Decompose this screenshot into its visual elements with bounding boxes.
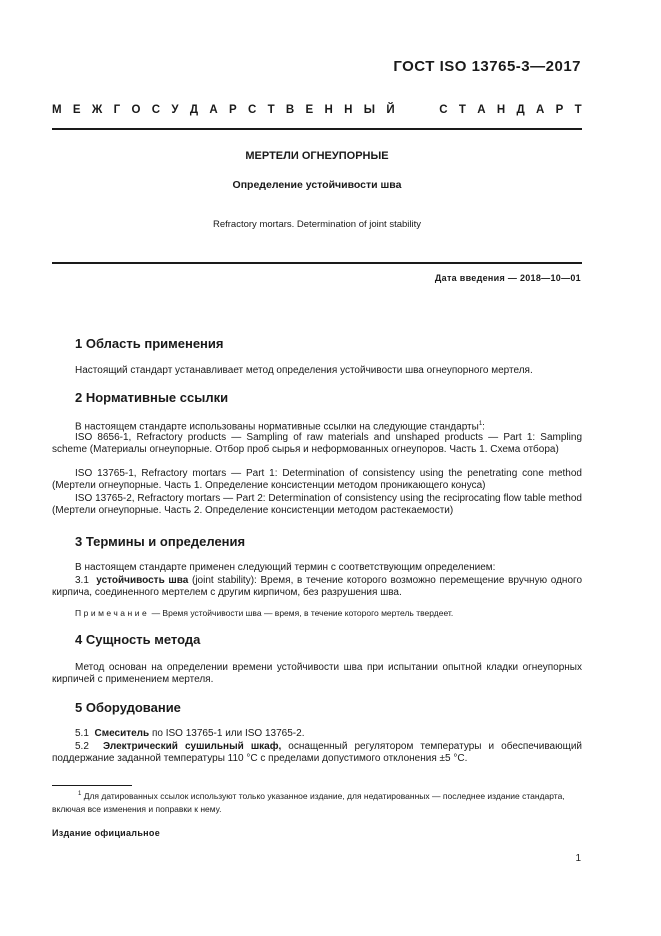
footnote-rule [52,785,132,786]
heading-letter: Р [228,104,237,116]
heading-letter: А [535,104,545,116]
heading-letter: А [209,104,218,116]
top-rule [52,128,582,130]
heading-letter: Т [267,104,275,116]
heading-letter: Н [344,104,353,116]
heading-letter: Г [113,104,121,116]
standard-code: ГОСТ ISO 13765-3—2017 [393,58,581,75]
section-3-intro: В настоящем стандарте применен следующий термин с соответствующим определением: [75,562,496,573]
heading-letter: У [171,104,179,116]
heading-letter: Ж [91,104,103,116]
heading-letter: М [52,104,62,116]
heading-letter: Т [574,104,582,116]
heading-letter: Т [458,104,466,116]
heading-letter: Й [386,104,395,116]
term-definition: 3.1 устойчивость шва (joint stability): Время, в течение которого возможно перемещение вручную одного кирпича, соединенного мертелем с другим кирпичом, без разрушения шва. [52,575,583,598]
official-edition-label: Издание официальное [52,828,161,838]
heading-letter: Н [496,104,506,116]
heading-letter: О [131,104,141,116]
heading-letter: Д [189,104,199,116]
reference-item: ISO 13765-1, Refractory mortars — Part 1: Determination of consistency using the penetrating cone method (Мертели огнеупорные. Часть 1. Определение консистенции методом проникающего конуса) [52,468,582,491]
section-4-text: Метод основан на определении времени устойчивости шва при испытании опытной кладки огнеупорных кирпичей с применением мертеля. [52,662,582,685]
heading-letter: Н [324,104,333,116]
heading-word-gap [406,104,428,116]
section-3-heading: 3 Термины и определения [75,534,246,549]
heading-letter: Е [72,104,81,116]
heading-letter: С [439,104,448,116]
footnote: $^1$ Для датированных ссылок используют только указанное издание, для недатированных — последнее издание стандарта, включая все изменения и поправки к нему. [52,790,565,814]
section-2-heading: 2 Нормативные ссылки [75,390,229,405]
page-number: 1 [575,853,581,864]
heading-letter: А [477,104,486,116]
heading-letter: С [151,104,161,116]
document-title: МЕРТЕЛИ ОГНЕУПОРНЫЕ [245,150,389,162]
heading-letter: Д [516,104,525,116]
section-2-intro: В настоящем стандарте использованы нормативные ссылки на следующие стандарты$^1$: [75,421,485,433]
heading-letter: Е [305,104,314,116]
document-subtitle: Определение устойчивости шва [232,179,402,191]
heading-letter: Р [555,104,564,116]
heading-letter: Ы [363,104,376,116]
heading-letter: С [247,104,257,116]
title-rule [52,262,582,264]
english-title: Refractory mortars. Determination of joint stability [212,219,422,230]
equipment-item: 5.2 Электрический сушильный шкаф, оснащенный регулятором температуры и обеспечивающий поддержание заданной температуры 110 °С с пределами допустимого отклонения ±5 °С. [52,741,582,764]
section-1-heading: 1 Область применения [75,336,224,351]
footnote-ref: 1 [478,421,483,427]
introduction-date: Дата введения — 2018—10—01 [434,273,581,283]
section-1-text: Настоящий стандарт устанавливает метод определения устойчивости шва огнеупорного мертеля. [75,365,533,376]
reference-item: ISO 8656-1, Refractory products — Sampling of raw materials and unshaped products — Part 1: Sampling scheme (Материалы огнеупорные. Отбор проб сырья и неформованных огнеупоров. Часть 1. Схема отбора) [52,432,582,455]
heading-letter: В [285,104,295,116]
interstate-standard-heading [52,104,582,116]
section-4-heading: 4 Сущность метода [75,632,201,647]
equipment-item: 5.1 Смеситель по ISO 13765-1 или ISO 13765-2. [75,728,305,739]
note: Примечание — Время устойчивости шва — время, в течение которого мертель твердеет. [75,608,454,618]
reference-item: ISO 13765-2, Refractory mortars — Part 2: Determination of consistency using the reciprocating flow table method (Мертели огнеупорные. Часть 2. Определение консистенции методом растекаемости) [52,493,582,516]
section-5-heading: 5 Оборудование [75,700,181,715]
